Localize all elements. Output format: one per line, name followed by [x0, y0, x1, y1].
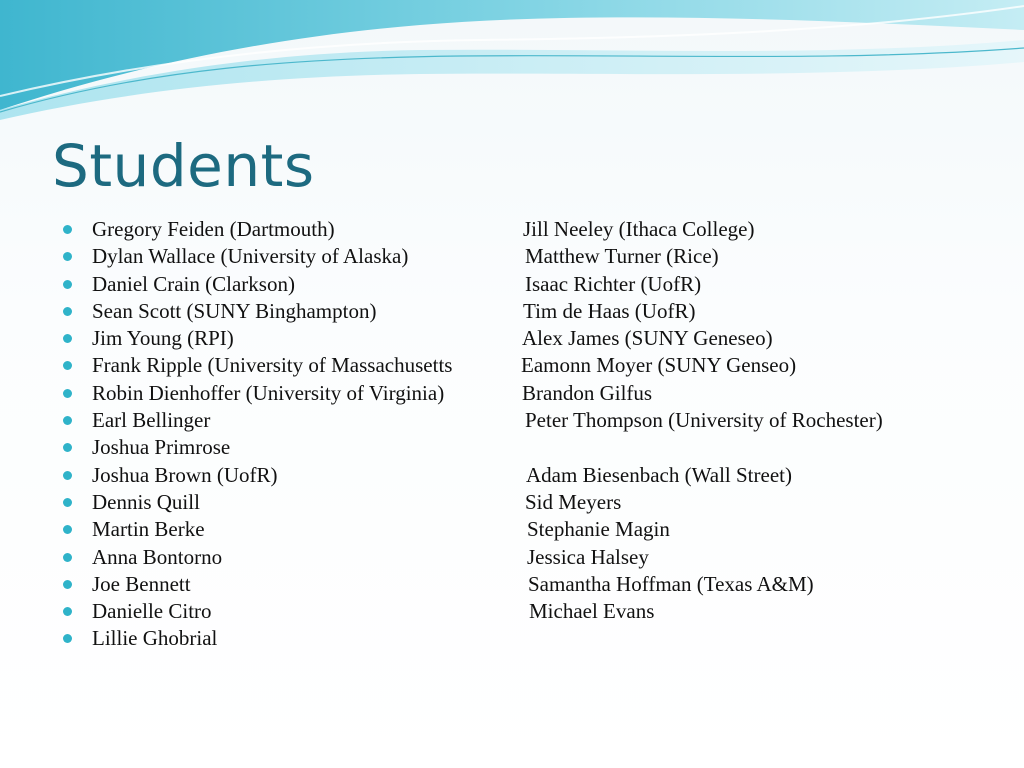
student-right: Adam Biesenbach (Wall Street)	[526, 462, 792, 487]
bullet-icon	[63, 280, 72, 289]
student-left: Danielle Citro	[92, 599, 212, 624]
bullet-icon	[63, 553, 72, 562]
wave-header-decoration	[0, 0, 1024, 130]
student-right: Samantha Hoffman (Texas A&M)	[528, 571, 814, 596]
student-right: Sid Meyers	[525, 489, 622, 514]
bullet-icon	[63, 498, 72, 507]
student-row	[0, 571, 1024, 598]
student-row	[0, 325, 1024, 352]
student-right: Tim de Haas (UofR)	[523, 298, 696, 323]
student-row	[0, 380, 1024, 407]
student-left: Earl Bellinger	[92, 408, 211, 433]
student-row	[0, 298, 1024, 325]
student-right: Jessica Halsey	[527, 544, 649, 569]
student-row	[0, 216, 1024, 243]
student-right: Brandon Gilfus	[522, 380, 653, 405]
bullet-icon	[63, 252, 72, 261]
student-row	[0, 434, 1024, 461]
slide-title: Students	[52, 132, 315, 200]
student-right: Michael Evans	[529, 599, 655, 624]
student-row	[0, 544, 1024, 571]
student-left: Lillie Ghobrial	[92, 626, 218, 651]
bullet-icon	[63, 471, 72, 480]
student-row	[0, 598, 1024, 625]
student-right: Isaac Richter (UofR)	[525, 271, 702, 296]
student-right: Matthew Turner (Rice)	[525, 244, 719, 269]
bullet-icon	[63, 580, 72, 589]
bullet-icon	[63, 607, 72, 616]
student-row	[0, 352, 1024, 379]
student-left: Joshua Brown (UofR)	[92, 462, 278, 487]
student-left: Joe Bennett	[92, 571, 191, 596]
student-left: Dennis Quill	[92, 489, 200, 514]
student-left: Daniel Crain (Clarkson)	[92, 271, 295, 296]
student-left: Sean Scott (SUNY Binghampton)	[92, 298, 377, 323]
student-left: Martin Berke	[92, 517, 205, 542]
bullet-icon	[63, 225, 72, 234]
student-row	[0, 271, 1024, 298]
student-left: Anna Bontorno	[92, 544, 223, 569]
student-row	[0, 516, 1024, 543]
student-left: Joshua Primrose	[92, 435, 231, 460]
bullet-icon	[63, 634, 72, 643]
student-right: Jill Neeley (Ithaca College)	[523, 217, 755, 241]
student-left: Jim Young (RPI)	[92, 326, 234, 351]
student-right: Alex James (SUNY Geneseo)	[522, 326, 773, 351]
student-row	[0, 407, 1024, 434]
student-right: Eamonn Moyer (SUNY Genseo)	[521, 353, 797, 378]
bullet-icon	[63, 361, 72, 370]
students-list	[0, 216, 1024, 653]
student-row	[0, 625, 1024, 652]
bullet-icon	[63, 416, 72, 425]
student-right: Peter Thompson (University of Rochester)	[525, 408, 883, 433]
student-right: Stephanie Magin	[527, 517, 670, 542]
student-left: Frank Ripple (University of Massachusetts	[92, 353, 453, 378]
bullet-icon	[63, 389, 72, 398]
student-row	[0, 462, 1024, 489]
bullet-icon	[63, 307, 72, 316]
student-row	[0, 243, 1024, 270]
student-left: Dylan Wallace (University of Alaska)	[92, 244, 409, 269]
student-left: Robin Dienhoffer (University of Virginia)	[92, 380, 445, 405]
student-row	[0, 489, 1024, 516]
bullet-icon	[63, 443, 72, 452]
bullet-icon	[63, 334, 72, 343]
student-left: Gregory Feiden (Dartmouth)	[92, 217, 335, 241]
bullet-icon	[63, 525, 72, 534]
